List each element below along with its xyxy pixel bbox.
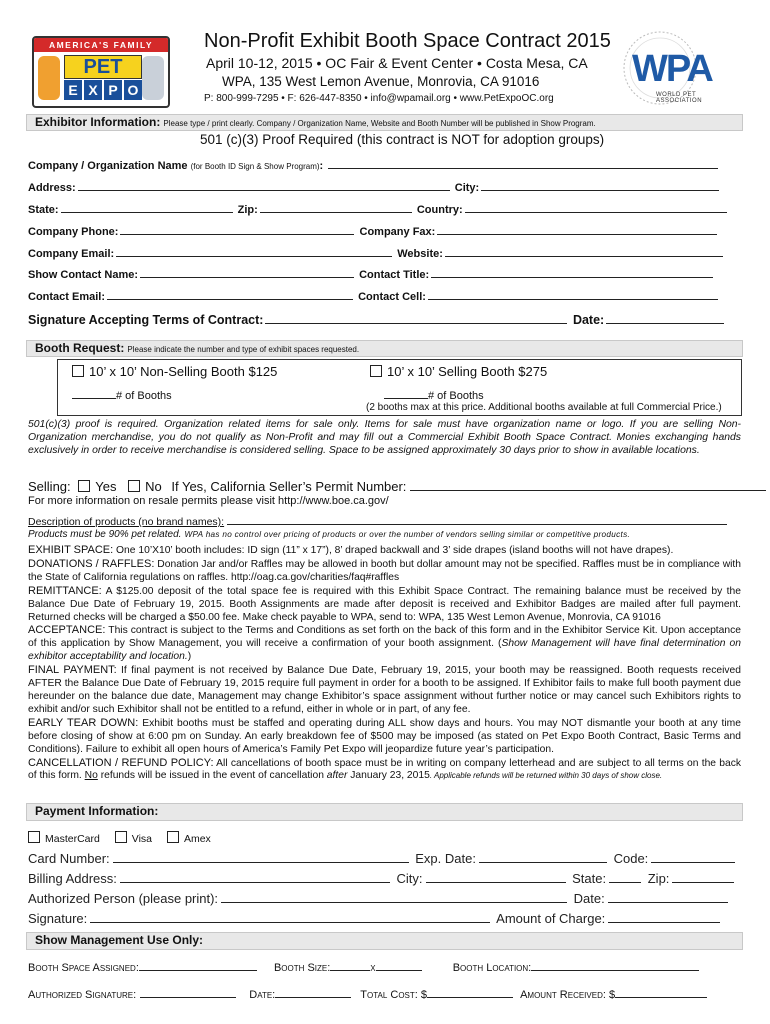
booth-space-assigned-field[interactable] bbox=[139, 959, 257, 971]
page-title: Non-Profit Exhibit Booth Space Contract 2015 bbox=[204, 30, 611, 52]
payment-signature-row: Signature: Amount of Charge: bbox=[28, 909, 723, 926]
state-field[interactable] bbox=[61, 201, 233, 213]
booth-size-width-field[interactable] bbox=[330, 959, 370, 971]
contract-date-field[interactable] bbox=[606, 312, 724, 324]
security-code-field[interactable] bbox=[651, 849, 735, 863]
show-contact-name-field[interactable] bbox=[140, 266, 354, 278]
nonselling-count: # of Booths bbox=[72, 387, 172, 402]
resale-info: For more information on resale permits please visit http://www.boe.ca.gov/ bbox=[28, 495, 389, 507]
exp-date-field[interactable] bbox=[479, 849, 607, 863]
term-remittance: REMITTANCE: A $125.00 deposit of the total space fee is required with this Exhibit Space Contract. The remaining balance must be received by the Balance Due Date of February 19, 2015. Booth Assignments are made after deposit is received and Exhibitor Badges are mailed after full payment. Returned checks will be charged a $50.00 fee. Make check payable to WPA, send to: WPA, 135 West Lemon Avenue, Monrovia, CA 91016 bbox=[28, 584, 741, 623]
email-row: Company Email: Website: bbox=[28, 245, 725, 260]
management-section-header: Show Management Use Only: bbox=[26, 932, 743, 950]
terms-block bbox=[28, 544, 741, 783]
city-field[interactable] bbox=[481, 179, 719, 191]
company-phone-field[interactable] bbox=[120, 223, 354, 235]
term-final-payment: FINAL PAYMENT: If final payment is not received by Balance Due Date, February 19, 2015, your booth may be reassigned. Booth requests received AFTER the Balance Due Date of February 19, 2015 require full payment in order for a booth to be assigned. If Exhibitor fails to make full booth payment due hereunder on the balance due date, Management may change Exhibitor’s space assignment without further notice or may cancel such Exhibitors rights to exhibit and/or such Exhibitor shall not be entitled to a refund, either in whole or in part, of any fee. bbox=[28, 664, 742, 715]
contact-email-field[interactable] bbox=[107, 288, 353, 300]
products-description-field[interactable] bbox=[227, 513, 727, 525]
contact-name-row: Show Contact Name: Contact Title: bbox=[28, 266, 715, 281]
address-field[interactable] bbox=[78, 179, 450, 191]
amount-received-field[interactable] bbox=[615, 986, 707, 998]
phone-row: Company Phone: Company Fax: bbox=[28, 223, 719, 238]
selling-count-field[interactable] bbox=[384, 387, 428, 399]
nonprofit-requirements: 501(c)(3) proof is required. Organization related items for sale only. Items for sale must have organization name or logo. If you are selling Non-Organization merchandise, you do not qualify as Non-Profit and may fill out a Commercial Exhibit Booth Space Contract. Monies exchanging hands exclusively in order to receive merchandise is considered selling. Space to be assigned approximately 30 days prior to show in available locations. bbox=[28, 419, 741, 457]
billing-address-field[interactable] bbox=[120, 869, 390, 883]
billing-row: Billing Address: City: State: Zip: bbox=[28, 869, 737, 886]
selling-count: # of Booths bbox=[384, 387, 484, 402]
sellers-permit-field[interactable] bbox=[410, 478, 766, 491]
contact-line: P: 800-999-7295 • F: 626-447-8350 • info@wpamail.org • www.PetExpoOC.org bbox=[204, 93, 554, 104]
nonselling-option[interactable]: 10’ x 10’ Non-Selling Booth $125 bbox=[72, 364, 277, 379]
nonselling-count-field[interactable] bbox=[72, 387, 116, 399]
logo-pet-word: PET bbox=[64, 55, 142, 79]
logo-dog-art bbox=[38, 56, 60, 100]
company-email-field[interactable] bbox=[116, 245, 392, 257]
management-row-2: Authorized Signature: Date: Total Cost: $ Amount Received: $ bbox=[28, 986, 707, 1001]
logo-letter-p: P bbox=[104, 80, 122, 100]
booth-location-field[interactable] bbox=[531, 959, 699, 971]
management-row-1: Booth Space Assigned: Booth Size: x Booth Location: bbox=[28, 959, 699, 974]
selling-yes-checkbox[interactable] bbox=[78, 480, 90, 492]
payment-section-header: Payment Information: bbox=[26, 803, 743, 821]
contact-email-row: Contact Email: Contact Cell: bbox=[28, 288, 720, 303]
contact-cell-field[interactable] bbox=[428, 288, 718, 300]
selling-no-checkbox[interactable] bbox=[128, 480, 140, 492]
country-field[interactable] bbox=[465, 201, 727, 213]
amex-checkbox[interactable] bbox=[167, 831, 179, 843]
exhibitor-section-header: Exhibitor Information: Please type / print clearly. Company / Organization Name, Website and Booth Number will be published in Show Program. bbox=[26, 114, 743, 131]
company-name-field[interactable] bbox=[328, 157, 718, 169]
management-date-field[interactable] bbox=[275, 986, 351, 998]
card-type-row: MasterCard Visa Amex bbox=[28, 831, 211, 845]
booth-max-note: (2 booths max at this price. Additional booths available at full Commercial Price.) bbox=[366, 402, 722, 413]
proof-required-note: 501 (c)(3) Proof Required (this contract is NOT for adoption groups) bbox=[200, 132, 605, 147]
total-cost-field[interactable] bbox=[427, 986, 513, 998]
address-row: Address: City: bbox=[28, 179, 721, 194]
company-row: Company / Organization Name (for Booth ID Sign & Show Program): bbox=[28, 157, 720, 172]
wpa-letters: WPA bbox=[632, 48, 712, 90]
contact-title-field[interactable] bbox=[431, 266, 713, 278]
nonselling-checkbox[interactable] bbox=[72, 365, 84, 377]
pet-expo-logo bbox=[32, 36, 170, 108]
booth-size-depth-field[interactable] bbox=[376, 959, 422, 971]
logo-letter-e: E bbox=[64, 80, 82, 100]
card-number-field[interactable] bbox=[113, 849, 409, 863]
logo-cat-art bbox=[142, 56, 164, 100]
show-dates: April 10-12, 2015 • OC Fair & Event Center • Costa Mesa, CA bbox=[206, 55, 588, 71]
amount-of-charge-field[interactable] bbox=[608, 909, 720, 923]
payment-date-field[interactable] bbox=[608, 889, 728, 903]
pet-related-note: Products must be 90% pet related. WPA has no control over pricing of products or over the number of vendors selling similar or competitive products. bbox=[28, 529, 631, 540]
logo-letter-o: O bbox=[124, 80, 142, 100]
billing-zip-field[interactable] bbox=[672, 869, 734, 883]
booth-section-header: Booth Request: Please indicate the number and type of exhibit spaces requested. bbox=[26, 340, 743, 357]
visa-checkbox[interactable] bbox=[115, 831, 127, 843]
signature-row: Signature Accepting Terms of Contract: Date: bbox=[28, 312, 726, 327]
state-row: State: Zip: Country: bbox=[28, 201, 729, 216]
selling-row: Selling: Yes No If Yes, California Seller’s Permit Number: bbox=[28, 478, 766, 494]
contract-signature-field[interactable] bbox=[265, 312, 567, 324]
authorized-person-row: Authorized Person (please print): Date: bbox=[28, 889, 731, 906]
products-description-row: Description of products (no brand names): bbox=[28, 513, 727, 528]
term-exhibit-space: EXHIBIT SPACE: One 10’X10’ booth includes: ID sign (11” x 17”), 8’ draped backwall and 3’ side drapes (island booths will not have drapes). bbox=[28, 544, 674, 556]
mastercard-checkbox[interactable] bbox=[28, 831, 40, 843]
term-early-tear-down: EARLY TEAR DOWN: Exhibit booths must be staffed and operating during ALL show days and hours. You may NOT dismantle your booth at any time before closing of show at 6:00 pm on Sunday. An early breakdown fee of $500 may be imposed (as stated on Pet Expo Booth Contract, Basic Terms and Conditions). Failure to exhibit all open hours of America’s Family Pet Expo will jeopardize future year’s participation. bbox=[28, 716, 741, 755]
selling-option[interactable]: 10’ x 10’ Selling Booth $275 bbox=[370, 364, 547, 379]
payment-signature-field[interactable] bbox=[90, 909, 490, 923]
billing-state-field[interactable] bbox=[609, 869, 641, 883]
company-fax-field[interactable] bbox=[437, 223, 717, 235]
wpa-name: WORLD PET ASSOCIATION bbox=[656, 92, 703, 104]
wpa-address: WPA, 135 West Lemon Avenue, Monrovia, CA 91016 bbox=[222, 74, 540, 89]
management-signature-field[interactable] bbox=[140, 986, 236, 998]
logo-banner: AMERICA'S FAMILY bbox=[34, 38, 168, 52]
term-cancellation: CANCELLATION / REFUND POLICY: All cancellations of booth space must be in writing on company letterhead and are subject to all terms on the back of this form. No refunds will be issued in the event of cancellation after January 23, 2015. Applicable refunds will be returned within 30 days of show close. bbox=[28, 756, 742, 782]
logo-letter-x: X bbox=[84, 80, 102, 100]
term-acceptance: ACCEPTANCE: This contract is subject to the Terms and Conditions as set forth on the back of this form and in the Exhibitor Service Kit. Upon acceptance of this application by Show Management, you will receive a confirmation of your booth assignment. (Show Management will have final determination on exhibitor acceptability and location.) bbox=[28, 624, 742, 663]
selling-checkbox[interactable] bbox=[370, 365, 382, 377]
term-donations: DONATIONS / RAFFLES: Donation Jar and/or Raffles may be allowed in booth but dollar amount may not be specified. Raffles must be in compliance with the State of California regulations on raffles. http://oag.ca.gov/charities/faq#raffles bbox=[28, 557, 742, 583]
billing-city-field[interactable] bbox=[426, 869, 566, 883]
website-field[interactable] bbox=[445, 245, 723, 257]
card-number-row: Card Number: Exp. Date: Code: bbox=[28, 849, 738, 866]
zip-field[interactable] bbox=[260, 201, 412, 213]
wpa-logo bbox=[620, 26, 740, 108]
authorized-person-field[interactable] bbox=[221, 889, 567, 903]
